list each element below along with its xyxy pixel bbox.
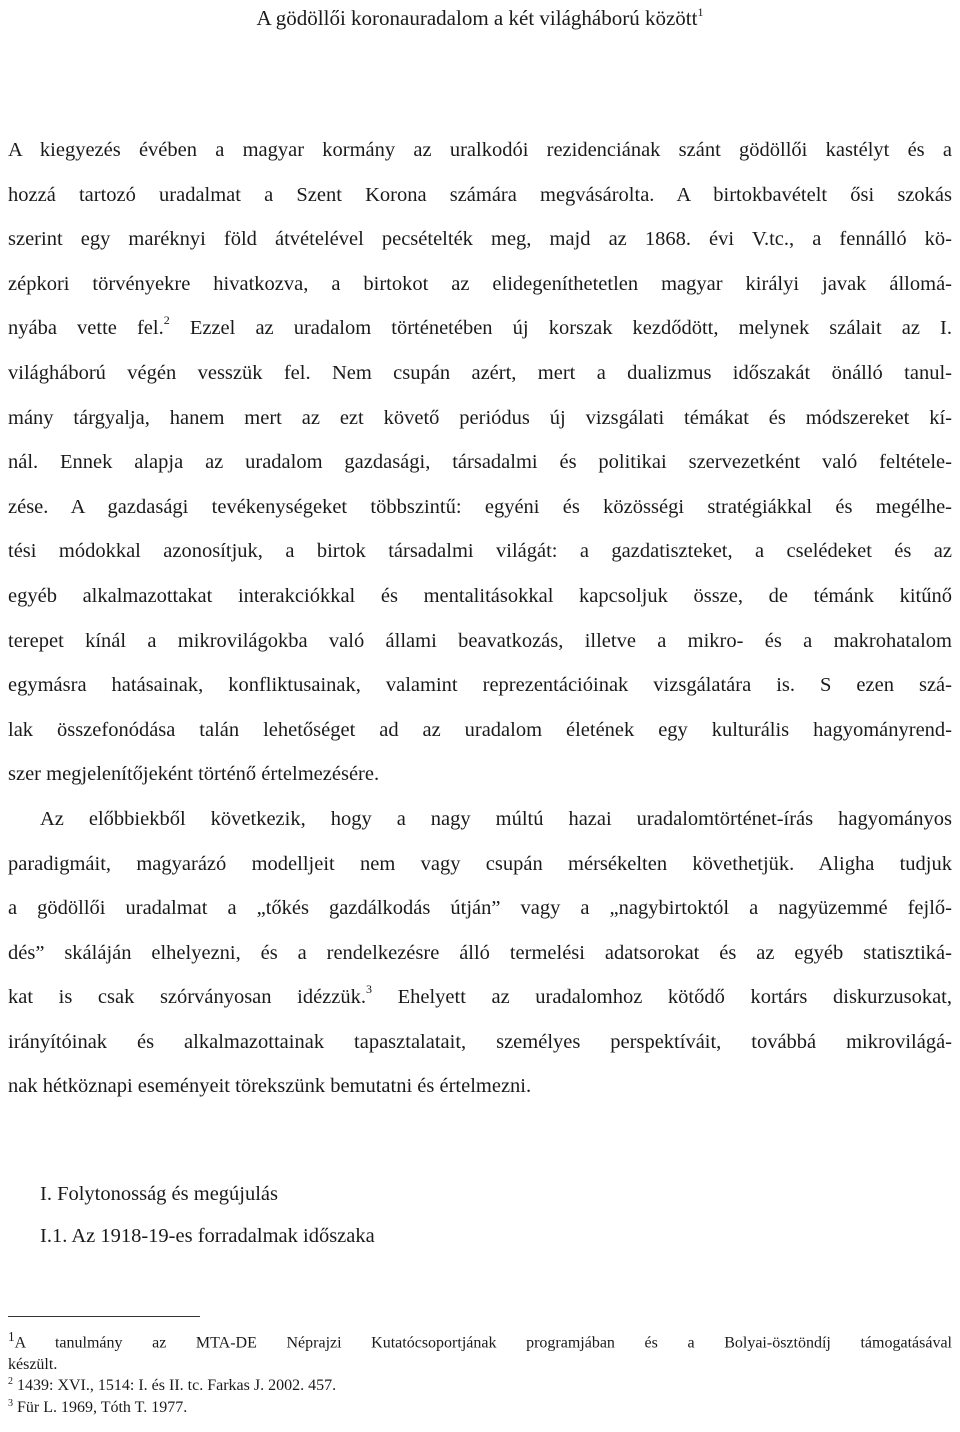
paragraph-line: hozzá tartozó uradalmat a Szent Korona számára megvásárolta. A birtokbavételt ősi szokás [8, 183, 952, 206]
paragraph-line: A kiegyezés évében a magyar kormány az uralkodói rezidenciának szánt gödöllői kastélyt és a [8, 139, 952, 161]
subsection-heading: I.1. Az 1918-19-es forradalmak időszaka [40, 1225, 375, 1247]
paragraph-line: paradigmáit, magyarázó modelljeit nem vagy csupán mérsékelten követhetjük. Aligha tudjuk [8, 852, 952, 875]
footnote-ref-1[interactable]: 1 [697, 5, 704, 19]
paragraph-line: világháború végén vesszük fel. Nem csupán azért, mert a dualizmus időszakát önálló tanul- [8, 361, 952, 384]
paragraph-line: tési módokkal azonosítjuk, a birtok társadalmi világát: a gazdatiszteket, a cselédeket és az [8, 540, 952, 563]
paragraph-line: zése. A gazdasági tevékenységeket többszintű: egyéni és közösségi stratégiákkal és megélhe- [8, 495, 952, 518]
footnote-number: 2 [8, 1376, 13, 1388]
paragraph-line: egyéb alkalmazottakat interakciókkal és mentalitásokkal kapcsoljuk össze, de témánk kitűnő [8, 584, 952, 607]
paragraph-line: a gödöllői uradalmat a „tőkés gazdálkodás útján” vagy a „nagybirtoktól a nagyüzemmé fejlő- [8, 897, 952, 920]
footnote-divider [8, 1316, 200, 1317]
footnote-text: 1439: XVI., 1514: I. és II. tc. Farkas J. 2002. 457. [17, 1377, 337, 1395]
paragraph-line: szer megjelenítőjeként történő értelmezésére. [8, 763, 380, 786]
paragraph-line: zépkori törvényekre hivatkozva, a birtokot az elidegeníthetetlen magyar királyi javak állomá- [8, 272, 952, 295]
paragraph-line: terepet kínál a mikrovilágokba való állami beavatkozás, illetve a mikro- és a makrohatalom [8, 629, 952, 652]
paragraph-line: nak hétköznapi eseményeit törekszünk bemutatni és értelmezni. [8, 1075, 532, 1098]
paragraph-line: mány tárgyalja, hanem mert az ezt követő periódus új vizsgálati témákat és módszereket kí- [8, 406, 952, 429]
line-text: kat is csak szórványosan idézzük. [8, 986, 366, 1009]
paragraph-line: irányítóinak és alkalmazottainak tapasztalatait, személyes perspektíváit, továbbá mikrovilágá- [8, 1030, 952, 1053]
footnote-ref-3[interactable]: 3 [366, 982, 372, 997]
line-text: Ehelyett az uradalomhoz kötődő kortárs diskurzusokat, [372, 986, 952, 1009]
paragraph-line: egymásra hatásainak, konfliktusainak, valamint reprezentációinak vizsgálatára is. S ezen szá- [8, 674, 952, 697]
body-text [8, 128, 952, 1109]
paragraph-line: Az előbbiekből következik, hogy a nagy múltú hazai uradalomtörténet-írás hagyományos [40, 807, 952, 830]
footnote-ref-2[interactable]: 2 [163, 313, 170, 328]
footnote-1-continued: készült. [8, 1355, 58, 1373]
footnote-number: 1 [8, 1329, 15, 1344]
paragraph-line: szerint egy maréknyi föld átvételével pecsételték meg, majd az 1868. évi V.tc., a fennálló kö- [8, 228, 952, 251]
line-text: Ezzel az uradalom történetében új korszak kezdődött, melynek szálait az I. [169, 317, 952, 340]
footnote-3 [8, 1397, 952, 1419]
paragraph-line [8, 306, 952, 351]
paragraph-line [8, 975, 952, 1020]
section-heading: I. Folytonosság és megújulás [40, 1183, 279, 1205]
paragraph-line: lak összefonódása talán lehetőséget ad az uradalom életének egy kulturális hagyományrend- [8, 718, 952, 741]
footnote-number: 3 [8, 1397, 13, 1409]
footnote-text: Für L. 1969, Tóth T. 1977. [17, 1398, 188, 1416]
footnote-text: A tanulmány az MTA-DE Néprajzi Kutatócsoportjának programjában és a Bolyai-ösztöndíj támogatásával [14, 1334, 952, 1352]
line-text: nyába vette fel. [8, 317, 164, 340]
paragraph-line: nál. Ennek alapja az uradalom gazdasági, társadalmi és politikai szervezetként való feltétele- [8, 451, 952, 474]
footnotes [8, 1326, 952, 1418]
title-text: A gödöllői koronauradalom a két világháború között [256, 6, 698, 30]
document-title [0, 4, 960, 32]
footnote-1 [8, 1326, 952, 1354]
footnote-2 [8, 1375, 952, 1397]
paragraph-line: dés” skáláján elhelyezni, és a rendelkezésre álló termelési adatsorokat és az egyéb statisztiká- [8, 941, 952, 964]
